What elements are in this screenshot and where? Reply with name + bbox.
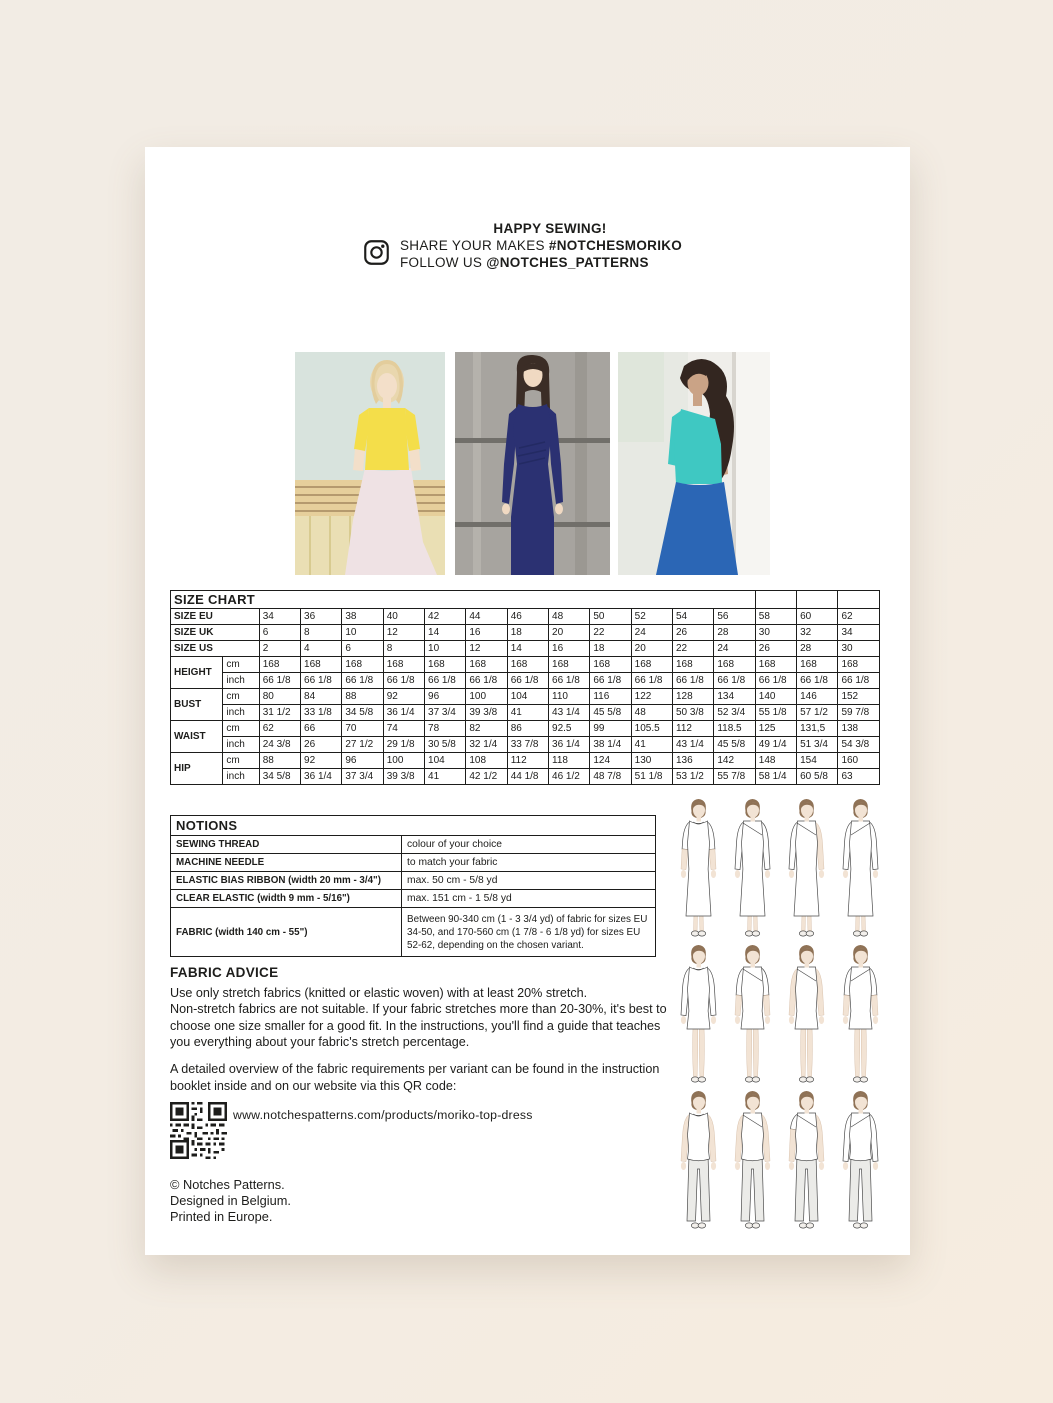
size-uk-value: 26: [673, 625, 714, 641]
hip-inch-value: 36 1/4: [301, 769, 342, 785]
waist-cm-value: 125: [755, 721, 796, 737]
unit-cm: cm: [223, 689, 259, 705]
size-uk-value: 8: [301, 625, 342, 641]
model-photo-yellow-top: [295, 352, 445, 575]
height-cm-value: 168: [797, 657, 838, 673]
size-us-value: 8: [383, 641, 424, 657]
size-eu-value: 60: [797, 609, 838, 625]
waist-cm-value: 131,5: [797, 721, 838, 737]
size-eu-value: 40: [383, 609, 424, 625]
notion-item-machine-needle: MACHINE NEEDLE: [171, 854, 402, 872]
bust-inch-value: 57 1/2: [797, 705, 838, 721]
height-cm-row: [171, 657, 880, 673]
hip-inch-value: 63: [838, 769, 880, 785]
bust-cm-value: 122: [631, 689, 672, 705]
waist-inch-value: 29 1/8: [383, 737, 424, 753]
size-uk-value: 34: [838, 625, 880, 641]
size-us-value: 6: [342, 641, 383, 657]
bust-inch-value: 31 1/2: [259, 705, 300, 721]
waist-inch-value: 36 1/4: [549, 737, 590, 753]
height-cm-value: 168: [259, 657, 300, 673]
figure-maxi-asymmetric-long-sleeves-icon: [727, 797, 778, 941]
height-inch-value: 66 1/8: [342, 673, 383, 689]
size-us-value: 4: [301, 641, 342, 657]
bust-inch-value: 33 1/8: [301, 705, 342, 721]
hip-cm-value: 124: [590, 753, 631, 769]
bust-cm-value: 80: [259, 689, 300, 705]
size-uk-value: 20: [549, 625, 590, 641]
bust-inch-value: 37 3/4: [425, 705, 466, 721]
unit-cm: cm: [223, 753, 259, 769]
bust-cm-value: 104: [507, 689, 548, 705]
height-cm-value: 168: [549, 657, 590, 673]
fabric-advice-paragraph: [170, 985, 672, 1051]
photo-yellow-top-illustration: [295, 352, 445, 575]
size-eu-value: 46: [507, 609, 548, 625]
size-chart-title: SIZE CHART: [171, 591, 756, 609]
size-us-value: 28: [797, 641, 838, 657]
waist-cm-value: 66: [301, 721, 342, 737]
height-inch-value: 66 1/8: [631, 673, 672, 689]
notion-value: max. 151 cm - 1 5/8 yd: [402, 890, 656, 908]
bust-cm-value: 134: [714, 689, 755, 705]
size-uk-value: 24: [631, 625, 672, 641]
notions-title: NOTIONS: [171, 816, 656, 836]
height-inch-value: 66 1/8: [838, 673, 880, 689]
size-eu-value: 42: [425, 609, 466, 625]
size-eu-value: 54: [673, 609, 714, 625]
hashtag: #NOTCHESMORIKO: [548, 238, 683, 253]
instagram-icon: [363, 239, 390, 266]
notion-value: to match your fabric: [402, 854, 656, 872]
size-us-value: 10: [425, 641, 466, 657]
bust-inch-value: 36 1/4: [383, 705, 424, 721]
printed-line: Printed in Europe.: [170, 1209, 273, 1224]
variant-row-top-trousers: [673, 1089, 889, 1233]
variant-row-mini-dress: [673, 943, 889, 1087]
hip-cm-value: 130: [631, 753, 672, 769]
bust-cm-value: 116: [590, 689, 631, 705]
hip-cm-value: 88: [259, 753, 300, 769]
fabric-advice-body: Non-stretch fabrics are not suitable. If your fabric stretches more than 20-30%, it's best to choose one size smaller for a good fit. In the instructions, you'll find a guide that teaches you everything about your fabric's stretch percentage.: [170, 1002, 667, 1050]
waist-cm-value: 105.5: [631, 721, 672, 737]
fabric-advice-title: FABRIC ADVICE: [170, 965, 279, 980]
waist-inch-value: 41: [631, 737, 672, 753]
bust-cm-value: 128: [673, 689, 714, 705]
height-inch-value: 66 1/8: [507, 673, 548, 689]
height-cm-value: 168: [383, 657, 424, 673]
figure-mini-asymmetric-elbow-sleeves-icon: [727, 943, 778, 1087]
follow-prefix: FOLLOW US: [400, 255, 487, 270]
waist-inch-row: [171, 737, 880, 753]
bust-inch-value: 45 5/8: [590, 705, 631, 721]
figure-top-round-sleeveless-icon: [673, 1089, 724, 1233]
height-cm-value: 168: [342, 657, 383, 673]
waist-inch-value: 38 1/4: [590, 737, 631, 753]
hip-cm-value: 96: [342, 753, 383, 769]
size-eu-value: 62: [838, 609, 880, 625]
height-inch-row: [171, 673, 880, 689]
height-cm-value: 168: [590, 657, 631, 673]
model-photo-navy-dress: [455, 352, 610, 575]
photo-navy-dress-illustration: [455, 352, 610, 575]
waist-inch-value: 43 1/4: [673, 737, 714, 753]
bust-cm-value: 146: [797, 689, 838, 705]
size-us-value: 16: [549, 641, 590, 657]
notion-item-clear-elastic: CLEAR ELASTIC (width 9 mm - 5/16"): [171, 890, 402, 908]
size-row-uk: [171, 625, 880, 641]
height-inch-value: 66 1/8: [755, 673, 796, 689]
instagram-handle: @NOTCHES_PATTERNS: [486, 255, 649, 270]
row-label-waist: WAIST: [171, 721, 223, 753]
size-us-value: 2: [259, 641, 300, 657]
unit-inch: inch: [223, 705, 259, 721]
height-cm-value: 168: [838, 657, 880, 673]
hip-inch-value: 53 1/2: [673, 769, 714, 785]
bust-inch-value: 34 5/8: [342, 705, 383, 721]
notion-item-fabric: FABRIC (width 140 cm - 55"): [171, 908, 402, 957]
size-eu-value: 36: [301, 609, 342, 625]
row-label-bust: BUST: [171, 689, 223, 721]
figure-mini-asymmetric-sleeveless-icon: [781, 943, 832, 1087]
hip-inch-value: 39 3/8: [383, 769, 424, 785]
size-us-value: 26: [755, 641, 796, 657]
size-eu-value: 44: [466, 609, 507, 625]
waist-inch-value: 49 1/4: [755, 737, 796, 753]
hip-inch-value: 42 1/2: [466, 769, 507, 785]
waist-cm-value: 112: [673, 721, 714, 737]
hip-cm-value: 148: [755, 753, 796, 769]
size-row-us: [171, 641, 880, 657]
waist-inch-value: 33 7/8: [507, 737, 548, 753]
hip-inch-value: 51 1/8: [631, 769, 672, 785]
height-cm-value: 168: [301, 657, 342, 673]
waist-cm-value: 70: [342, 721, 383, 737]
fabric-advice-line-1: Use only stretch fabrics (knitted or elastic woven) with at least 20% stretch.: [170, 985, 588, 1000]
height-inch-value: 66 1/8: [383, 673, 424, 689]
figure-mini-round-long-sleeves-icon: [673, 943, 724, 1087]
hip-cm-value: 112: [507, 753, 548, 769]
hip-inch-value: 58 1/4: [755, 769, 796, 785]
size-us-value: 22: [673, 641, 714, 657]
waist-inch-value: 45 5/8: [714, 737, 755, 753]
row-label-size-uk: SIZE UK: [171, 625, 260, 641]
row-label-size-us: SIZE US: [171, 641, 260, 657]
height-inch-value: 66 1/8: [673, 673, 714, 689]
size-chart-table: [170, 590, 880, 785]
height-inch-value: 66 1/8: [259, 673, 300, 689]
notions-title-row: [171, 816, 656, 836]
waist-inch-value: 26: [301, 737, 342, 753]
size-eu-value: 48: [549, 609, 590, 625]
waist-cm-value: 118.5: [714, 721, 755, 737]
size-uk-value: 10: [342, 625, 383, 641]
happy-sewing-title: HAPPY SEWING!: [493, 221, 607, 236]
notion-item-elastic-bias-ribbon: ELASTIC BIAS RIBBON (width 20 mm - 3/4"): [171, 872, 402, 890]
notions-row-fabric: [171, 908, 656, 957]
follow-us-line: [400, 254, 700, 271]
height-inch-value: 66 1/8: [466, 673, 507, 689]
size-eu-value: 38: [342, 609, 383, 625]
hip-cm-value: 136: [673, 753, 714, 769]
height-cm-value: 168: [631, 657, 672, 673]
waist-cm-value: 138: [838, 721, 880, 737]
bust-inch-value: 48: [631, 705, 672, 721]
imprint: [170, 1177, 291, 1225]
size-row-eu: [171, 609, 880, 625]
notion-value: colour of your choice: [402, 836, 656, 854]
size-us-value: 30: [838, 641, 880, 657]
hip-inch-value: 44 1/8: [507, 769, 548, 785]
waist-cm-value: 86: [507, 721, 548, 737]
figure-top-one-shoulder-short-sleeve-icon: [781, 1089, 832, 1233]
hip-cm-value: 142: [714, 753, 755, 769]
qr-row: [170, 1102, 533, 1159]
hip-inch-row: [171, 769, 880, 785]
bust-inch-value: 43 1/4: [549, 705, 590, 721]
qr-code-icon: [170, 1102, 227, 1159]
size-eu-value: 50: [590, 609, 631, 625]
hip-cm-value: 118: [549, 753, 590, 769]
model-photo-turquoise-top: [618, 352, 770, 575]
size-uk-value: 22: [590, 625, 631, 641]
notions-row: [171, 854, 656, 872]
size-uk-value: 12: [383, 625, 424, 641]
height-cm-value: 168: [425, 657, 466, 673]
size-chart-title-spacer: [797, 591, 838, 609]
bust-inch-row: [171, 705, 880, 721]
variant-drawings: [673, 797, 889, 1235]
size-chart-title-spacer: [755, 591, 796, 609]
size-us-value: 18: [590, 641, 631, 657]
size-us-value: 12: [466, 641, 507, 657]
figure-maxi-one-shoulder-long-sleeve-icon: [781, 797, 832, 941]
bust-inch-value: 50 3/8: [673, 705, 714, 721]
bust-cm-value: 92: [383, 689, 424, 705]
height-inch-value: 66 1/8: [590, 673, 631, 689]
pattern-back-cover: [145, 147, 910, 1255]
share-your-makes-line: [400, 237, 700, 254]
bust-inch-value: 39 3/8: [466, 705, 507, 721]
waist-cm-value: 62: [259, 721, 300, 737]
size-eu-value: 58: [755, 609, 796, 625]
fabric-advice-section: [170, 965, 672, 1094]
share-prefix: SHARE YOUR MAKES: [400, 238, 549, 253]
figure-mini-asymmetric-wrap-elbow-sleeves-icon: [835, 943, 886, 1087]
row-label-hip: HIP: [171, 753, 223, 785]
bust-inch-value: 55 1/8: [755, 705, 796, 721]
hip-inch-value: 48 7/8: [590, 769, 631, 785]
notions-row: [171, 890, 656, 908]
waist-inch-value: 54 3/8: [838, 737, 880, 753]
size-chart-title-row: [171, 591, 880, 609]
waist-inch-value: 30 5/8: [425, 737, 466, 753]
bust-cm-value: 140: [755, 689, 796, 705]
size-us-value: 24: [714, 641, 755, 657]
notions-table: [170, 815, 656, 957]
bust-cm-value: 100: [466, 689, 507, 705]
bust-cm-value: 88: [342, 689, 383, 705]
variant-row-maxi-dress: [673, 797, 889, 941]
fabric-advice-qr-note: A detailed overview of the fabric requirements per variant can be found in the instruction booklet inside and on our website via this QR code:: [170, 1061, 660, 1093]
bust-cm-value: 152: [838, 689, 880, 705]
hip-inch-value: 37 3/4: [342, 769, 383, 785]
unit-inch: inch: [223, 737, 259, 753]
height-inch-value: 66 1/8: [714, 673, 755, 689]
size-eu-value: 34: [259, 609, 300, 625]
waist-cm-value: 74: [383, 721, 424, 737]
height-cm-value: 168: [755, 657, 796, 673]
unit-inch: inch: [223, 673, 259, 689]
hip-cm-value: 104: [425, 753, 466, 769]
height-cm-value: 168: [507, 657, 548, 673]
waist-inch-value: 24 3/8: [259, 737, 300, 753]
bust-cm-value: 110: [549, 689, 590, 705]
height-inch-value: 66 1/8: [425, 673, 466, 689]
hip-cm-value: 154: [797, 753, 838, 769]
bust-cm-row: [171, 689, 880, 705]
bust-inch-value: 59 7/8: [838, 705, 880, 721]
waist-inch-value: 51 3/4: [797, 737, 838, 753]
size-eu-value: 56: [714, 609, 755, 625]
copyright-line: © Notches Patterns.: [170, 1177, 285, 1192]
hip-inch-value: 55 7/8: [714, 769, 755, 785]
size-uk-value: 18: [507, 625, 548, 641]
hip-cm-value: 92: [301, 753, 342, 769]
size-uk-value: 14: [425, 625, 466, 641]
waist-cm-value: 78: [425, 721, 466, 737]
bust-cm-value: 96: [425, 689, 466, 705]
notions-row: [171, 872, 656, 890]
size-eu-value: 52: [631, 609, 672, 625]
hip-cm-value: 100: [383, 753, 424, 769]
photo-turquoise-top-illustration: [618, 352, 770, 575]
bust-cm-value: 84: [301, 689, 342, 705]
height-inch-value: 66 1/8: [549, 673, 590, 689]
hip-inch-value: 34 5/8: [259, 769, 300, 785]
size-uk-value: 28: [714, 625, 755, 641]
hip-cm-row: [171, 753, 880, 769]
waist-cm-value: 92.5: [549, 721, 590, 737]
unit-inch: inch: [223, 769, 259, 785]
size-uk-value: 6: [259, 625, 300, 641]
figure-top-asymmetric-wrap-long-sleeves-icon: [835, 1089, 886, 1233]
unit-cm: cm: [223, 721, 259, 737]
waist-cm-value: 82: [466, 721, 507, 737]
figure-maxi-asymmetric-wrap-long-sleeves-icon: [835, 797, 886, 941]
figure-maxi-round-elbow-sleeves-icon: [673, 797, 724, 941]
height-cm-value: 168: [714, 657, 755, 673]
size-uk-value: 30: [755, 625, 796, 641]
size-us-value: 20: [631, 641, 672, 657]
bust-inch-value: 41: [507, 705, 548, 721]
notions-row: [171, 836, 656, 854]
website-url: www.notchespatterns.com/products/moriko-top-dress: [233, 1108, 533, 1122]
waist-cm-value: 99: [590, 721, 631, 737]
size-chart-title-spacer: [838, 591, 880, 609]
social-header: [400, 220, 700, 271]
row-label-height: HEIGHT: [171, 657, 223, 689]
height-cm-value: 168: [673, 657, 714, 673]
hip-inch-value: 41: [425, 769, 466, 785]
hip-cm-value: 160: [838, 753, 880, 769]
size-us-value: 14: [507, 641, 548, 657]
waist-cm-row: [171, 721, 880, 737]
size-uk-value: 16: [466, 625, 507, 641]
size-uk-value: 32: [797, 625, 838, 641]
notion-value: max. 50 cm - 5/8 yd: [402, 872, 656, 890]
hip-cm-value: 108: [466, 753, 507, 769]
waist-inch-value: 27 1/2: [342, 737, 383, 753]
height-inch-value: 66 1/8: [301, 673, 342, 689]
row-label-size-eu: SIZE EU: [171, 609, 260, 625]
bust-inch-value: 52 3/4: [714, 705, 755, 721]
height-inch-value: 66 1/8: [797, 673, 838, 689]
height-cm-value: 168: [466, 657, 507, 673]
figure-top-asymmetric-sleeveless-icon: [727, 1089, 778, 1233]
hip-inch-value: 60 5/8: [797, 769, 838, 785]
notion-item-sewing-thread: SEWING THREAD: [171, 836, 402, 854]
hip-inch-value: 46 1/2: [549, 769, 590, 785]
designed-line: Designed in Belgium.: [170, 1193, 291, 1208]
unit-cm: cm: [223, 657, 259, 673]
notion-value-fabric: Between 90-340 cm (1 - 3 3/4 yd) of fabric for sizes EU 34-50, and 170-560 cm (1 7/8 - 6 1/8 yd) for sizes EU 52-62, depending on the chosen variant.: [402, 908, 656, 957]
waist-inch-value: 32 1/4: [466, 737, 507, 753]
